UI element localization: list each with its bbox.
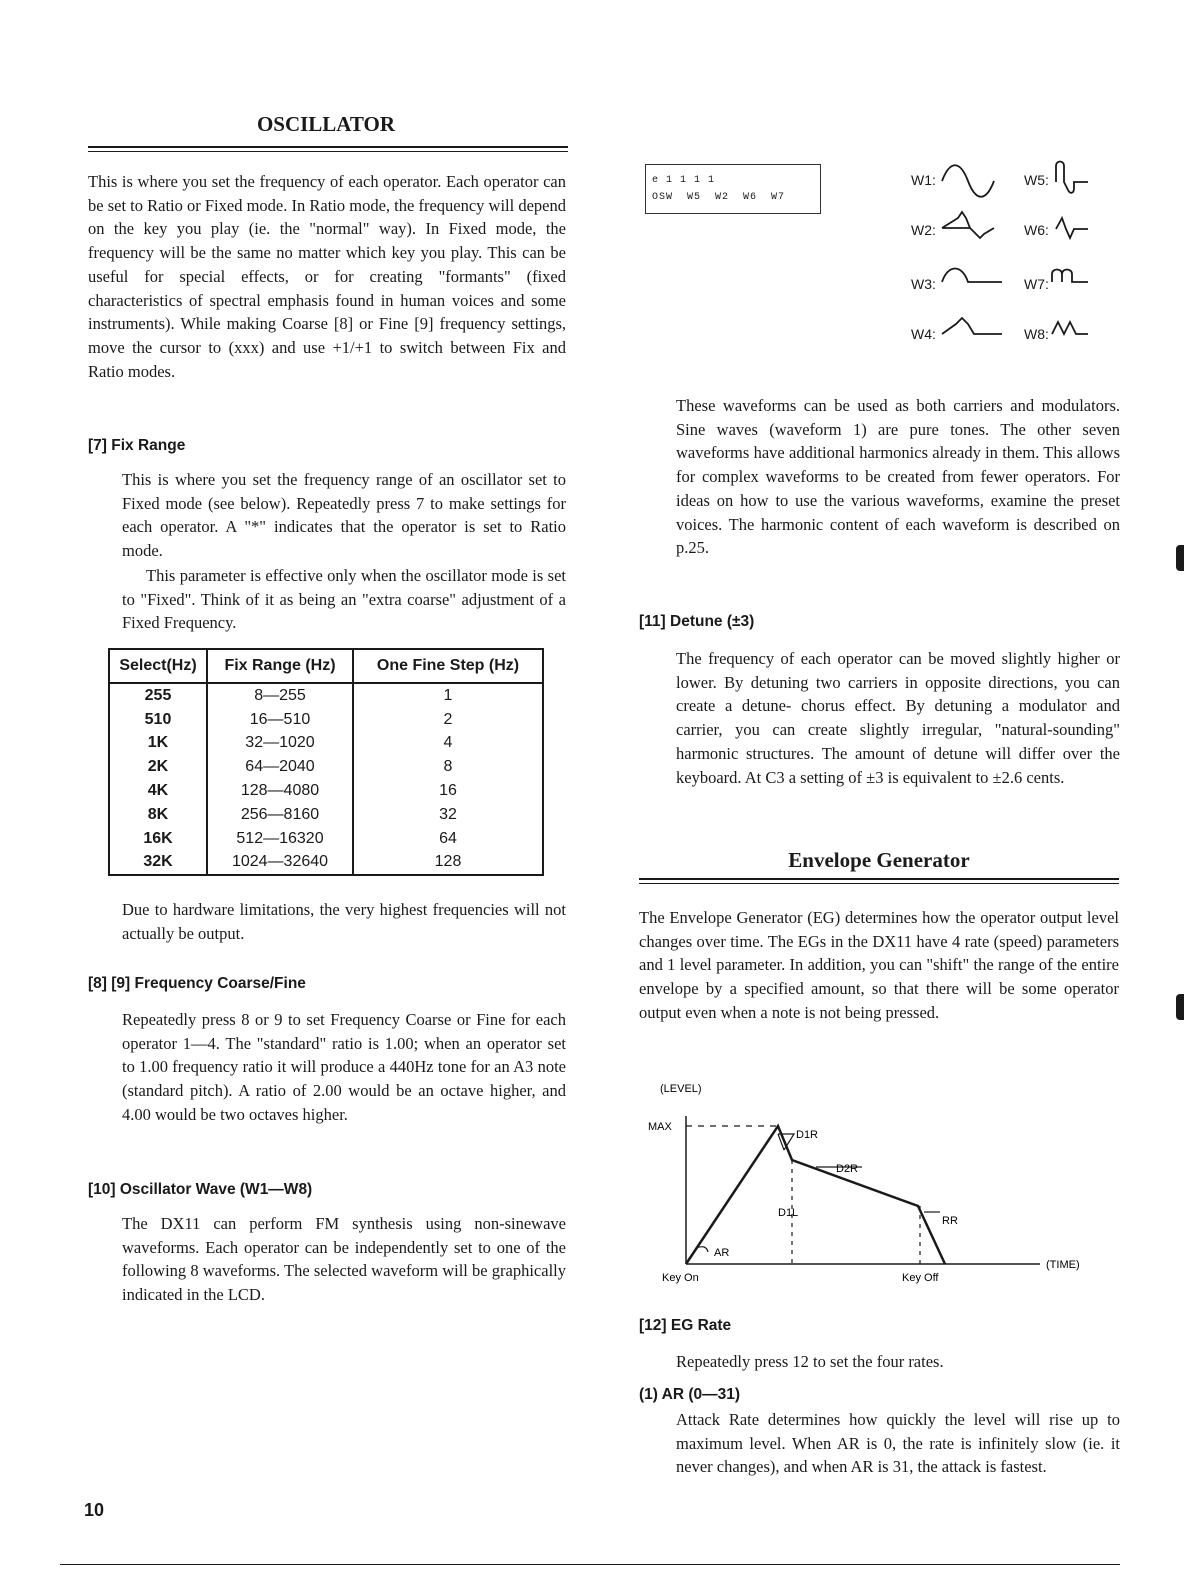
page-number: 10 — [84, 1500, 105, 1520]
table-row — [109, 803, 543, 827]
lcd-top-line: e 1 1 1 1 — [652, 175, 716, 186]
table-cell: 255 — [109, 683, 207, 708]
table-header: One Fine Step (Hz) — [353, 649, 543, 683]
margin-mark — [1176, 994, 1184, 1020]
w3-wave-icon — [942, 269, 1002, 283]
table-cell: 64 — [353, 827, 543, 851]
key-on-label: Key On — [662, 1272, 699, 1284]
table-cell: 256—8160 — [207, 803, 353, 827]
wave-label-w7: W7: — [1024, 276, 1049, 292]
oscillator-title: OSCILLATOR — [256, 112, 396, 136]
detune-heading: [11] Detune (±3) — [639, 613, 755, 630]
table-cell: 128—4080 — [207, 779, 353, 803]
lcd-display — [645, 164, 821, 214]
w6-wave-icon — [1056, 218, 1088, 238]
freq-heading: [8] [9] Frequency Coarse/Fine — [88, 975, 306, 992]
detune-body: The frequency of each operator can be moved slightly higher or lower. By detuning two carriers in opposite directions, you can create a detune- chorus effect. By detuning a modulator and carrier, you can create slightly irregular, "natural-sounding" harmonic structures. The amount of detune will differ over the keyboard. At C3 a setting of ±3 is equivalent to ±2.6 cents. — [676, 649, 1120, 787]
table-header: Select(Hz) — [109, 649, 207, 683]
ar-label: AR — [714, 1247, 730, 1259]
table-cell: 8 — [353, 755, 543, 779]
w4-wave-icon — [942, 318, 1002, 334]
d1l-label: D1L — [778, 1207, 799, 1219]
fix-range-note: Due to hardware limitations, the very highest frequencies will not actually be output. — [122, 900, 566, 943]
wave-label-w2: W2: — [911, 222, 936, 238]
wave-body: The DX11 can perform FM synthesis using non-sinewave waveforms. Each operator can be independently set to one of the following 8 waveforms. The selected waveform will be graphically indicated in the LCD. — [122, 1214, 566, 1305]
rr-label: RR — [942, 1215, 958, 1227]
waveform-description: These waveforms can be used as both carriers and modulators. Sine waves (waveform 1) are pure tones. The other seven waveforms have additional harmonics already in them. This allows for complex waveforms to be created from fewer operators. For ideas on how to use the various waveforms, examine the preset voices. The harmonic content of each waveform is described on p.25. — [676, 396, 1120, 558]
table-cell: 2K — [109, 755, 207, 779]
time-label: (TIME) — [1046, 1259, 1080, 1271]
max-label: MAX — [648, 1121, 672, 1133]
oscillator-intro: This is where you set the frequency of each operator. Each operator can be set to Ratio or Fixed mode. In Ratio mode, the frequency will depend on the key you play (ie. the "normal" way). In Fixed mode, the frequency will be the same no matter which key you play. This can be useful for special effects, or for creating "formants" (fixed characteristics of spectral emphasis found in human voices and some instruments). While making Coarse [8] or Fine [9] frequency settings, move the cursor to (xxx) and use +1/+1 to switch between Fix and Ratio modes. — [88, 172, 566, 381]
table-cell: 8—255 — [207, 683, 353, 708]
fix-range-heading: [7] Fix Range — [88, 437, 186, 454]
w7-wave-icon — [1052, 270, 1088, 283]
d1r-label: D1R — [796, 1129, 819, 1141]
table-cell: 128 — [353, 851, 543, 876]
wave-label-w1: W1: — [911, 172, 936, 188]
ar-heading: (1) AR (0—31) — [639, 1386, 741, 1403]
wave-label-w6: W6: — [1024, 222, 1049, 238]
table-header-row — [109, 649, 543, 683]
table-cell: 510 — [109, 708, 207, 732]
waveform-icons — [940, 160, 1090, 350]
eg-rate-heading: [12] EG Rate — [639, 1317, 732, 1334]
ar-body: Attack Rate determines how quickly the level will rise up to maximum level. When AR is 0, the rate is infinitely slow (ie. it never changes), and when AR is 31, the attack is fastest. — [676, 1410, 1120, 1477]
wave-label-w8: W8: — [1024, 326, 1049, 342]
lcd-bottom-line: OSW W5 W2 W6 W7 — [652, 192, 786, 203]
table-cell: 1024—32640 — [207, 851, 353, 876]
table-cell: 8K — [109, 803, 207, 827]
envelope-curve — [686, 1126, 945, 1264]
w2-wave-icon — [942, 212, 994, 238]
envelope-diagram — [640, 1076, 1110, 1296]
w5-wave-icon — [1056, 162, 1088, 193]
table-cell: 64—2040 — [207, 755, 353, 779]
table-cell: 16—510 — [207, 708, 353, 732]
table-cell: 1K — [109, 732, 207, 756]
wave-heading: [10] Oscillator Wave (W1—W8) — [88, 1181, 313, 1198]
eg-title-rule-thin — [639, 883, 1119, 884]
table-cell: 32—1020 — [207, 732, 353, 756]
level-label: (LEVEL) — [660, 1083, 702, 1095]
bottom-page-rule — [60, 1564, 1120, 1565]
key-off-label: Key Off — [902, 1272, 939, 1284]
freq-body: Repeatedly press 8 or 9 to set Frequency Coarse or Fine for each operator 1—4. The "standard" ratio is 1.00; when an operator set to 1.00 frequency ratio it will produce a 440Hz tone for an A3 note (standard pitch). A ratio of 2.00 would be an octave higher, and 4.00 would be two octaves higher. — [122, 1010, 566, 1124]
fix-range-p2: This parameter is effective only when the oscillator mode is set to "Fixed". Think of it as being an "extra coarse" adjustment of a Fixed Frequency. — [122, 566, 566, 633]
fix-range-p1: This is where you set the frequency range of an oscillator set to Fixed mode (see below). Repeatedly press 7 to make settings for each operator. A "*" indicates that the operator is set to Ratio mode. — [122, 470, 566, 561]
d1r-marker-icon — [778, 1134, 794, 1150]
table-header: Fix Range (Hz) — [207, 649, 353, 683]
table-cell: 1 — [353, 683, 543, 708]
ar-marker-icon — [696, 1247, 708, 1252]
eg-title: Envelope Generator — [788, 848, 970, 872]
table-row — [109, 708, 543, 732]
table-row — [109, 827, 543, 851]
table-cell: 16K — [109, 827, 207, 851]
wave-label-w3: W3: — [911, 276, 936, 292]
table-row — [109, 851, 543, 876]
w8-wave-icon — [1052, 322, 1088, 334]
table-cell: 512—16320 — [207, 827, 353, 851]
table-cell: 2 — [353, 708, 543, 732]
w1-wave-icon — [942, 165, 994, 197]
eg-body: The Envelope Generator (EG) determines how the operator output level changes over time. The EGs in the DX11 have 4 rate (speed) parameters and 1 level parameter. In addition, you can "shift" the range of the entire envelope by a specified amount, so that there will be some operator output even when a note is not being pressed. — [639, 908, 1119, 1022]
table-cell: 32 — [353, 803, 543, 827]
table-row — [109, 732, 543, 756]
d2r-label: D2R — [836, 1163, 859, 1175]
table-row — [109, 683, 543, 708]
table-cell: 4 — [353, 732, 543, 756]
fix-range-table — [108, 648, 544, 876]
wave-label-w5: W5: — [1024, 172, 1049, 188]
table-cell: 32K — [109, 851, 207, 876]
table-row — [109, 779, 543, 803]
wave-label-w4: W4: — [911, 326, 936, 342]
margin-mark — [1176, 545, 1184, 571]
title-rule-thin — [88, 151, 568, 152]
eg-rate-body: Repeatedly press 12 to set the four rates. — [676, 1352, 944, 1371]
table-cell: 16 — [353, 779, 543, 803]
table-row — [109, 755, 543, 779]
table-cell: 4K — [109, 779, 207, 803]
title-rule — [88, 146, 568, 148]
eg-title-rule — [639, 878, 1119, 880]
